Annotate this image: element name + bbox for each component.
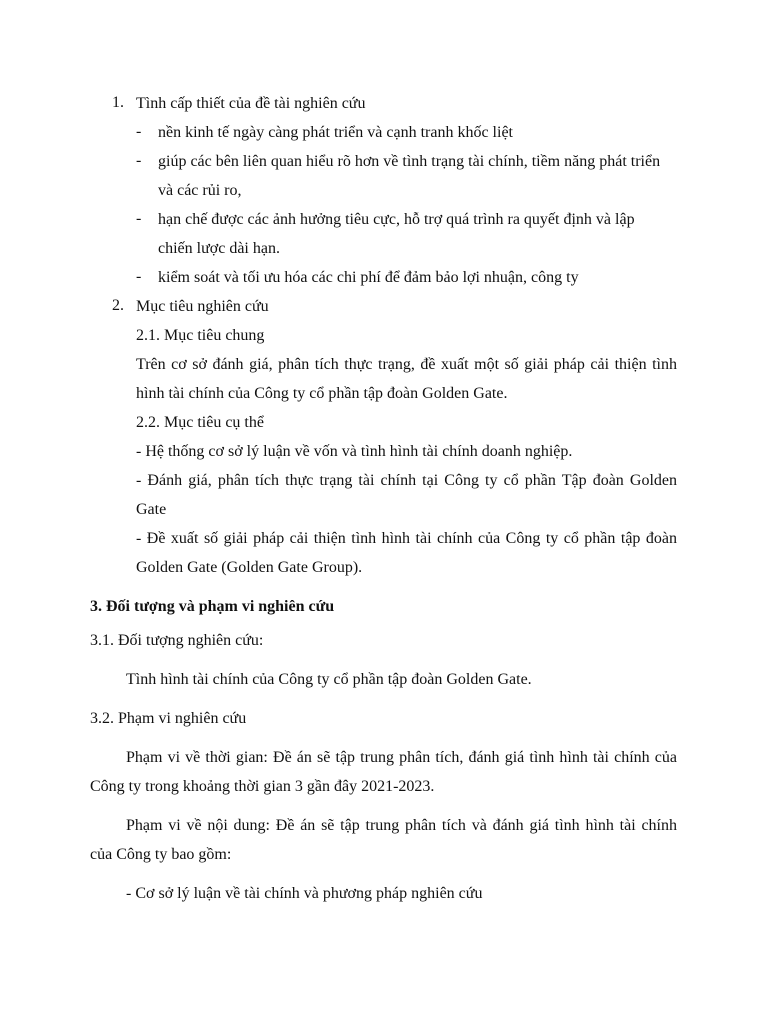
section-1-bullet-4: kiểm soát và tối ưu hóa các chi phí để đảm bảo lợi nhuận, công ty — [158, 269, 579, 286]
general-objective-line-2: hình tài chính của Công ty cổ phần tập đoàn Golden Gate. — [136, 385, 508, 402]
section-2-number: 2. — [112, 297, 124, 314]
section-1-bullet-1: nền kinh tế ngày càng phát triển và cạnh tranh khốc liệt — [158, 124, 513, 141]
section-3-heading: 3. Đối tượng và phạm vi nghiên cứu — [90, 598, 335, 615]
scope-content-line-1: Phạm vi về nội dung: Đề án sẽ tập trung phân tích và đánh giá tình hình tài chính — [126, 817, 677, 834]
section-1-bullet-2-line-1: giúp các bên liên quan hiểu rõ hơn về tình trạng tài chính, tiềm năng phát triển — [158, 153, 661, 170]
general-objective-line-1: Trên cơ sở đánh giá, phân tích thực trạng, đề xuất một số giải pháp cải thiện tình — [136, 356, 677, 373]
bullet-marker: - — [136, 152, 142, 169]
research-scope-heading: 3.2. Phạm vi nghiên cứu — [90, 710, 247, 727]
section-1-number: 1. — [112, 94, 124, 111]
bullet-marker: - — [136, 210, 142, 227]
bullet-marker: - — [136, 123, 142, 140]
specific-objective-item-2-line-2: Gate — [136, 501, 167, 518]
specific-objective-item-3-line-2: Golden Gate (Golden Gate Group). — [136, 559, 363, 576]
specific-objective-heading: 2.2. Mục tiêu cụ thể — [136, 414, 264, 431]
specific-objective-item-2-line-1: - Đánh giá, phân tích thực trạng tài chính tại Công ty cổ phần Tập đoàn Golden — [136, 472, 677, 489]
scope-content-bullet: - Cơ sở lý luận về tài chính và phương pháp nghiên cứu — [126, 885, 483, 902]
section-1-title: Tình cấp thiết của đề tài nghiên cứu — [136, 95, 366, 112]
section-1-bullet-3-line-2: chiến lược dài hạn. — [158, 240, 280, 257]
specific-objective-item-3-line-1: - Đề xuất số giải pháp cải thiện tình hình tài chính của Công ty cổ phần tập đoàn — [136, 530, 677, 547]
scope-time-line-1: Phạm vi về thời gian: Đề án sẽ tập trung phân tích, đánh giá tình hình tài chính của — [126, 749, 677, 766]
scope-time-line-2: Công ty trong khoảng thời gian 3 gần đây 2021-2023. — [90, 778, 435, 795]
research-subject-heading: 3.1. Đối tượng nghiên cứu: — [90, 632, 264, 649]
specific-objective-item-1: - Hệ thống cơ sở lý luận về vốn và tình hình tài chính doanh nghiệp. — [136, 443, 573, 460]
section-1-bullet-2-line-2: và các rủi ro, — [158, 182, 242, 199]
general-objective-heading: 2.1. Mục tiêu chung — [136, 327, 265, 344]
research-subject-text: Tình hình tài chính của Công ty cổ phần tập đoàn Golden Gate. — [126, 671, 532, 688]
bullet-marker: - — [136, 268, 142, 285]
section-1-bullet-3-line-1: hạn chế được các ảnh hưởng tiêu cực, hỗ trợ quá trình ra quyết định và lập — [158, 211, 635, 228]
scope-content-line-2: của Công ty bao gồm: — [90, 846, 232, 863]
section-2-title: Mục tiêu nghiên cứu — [136, 298, 269, 315]
